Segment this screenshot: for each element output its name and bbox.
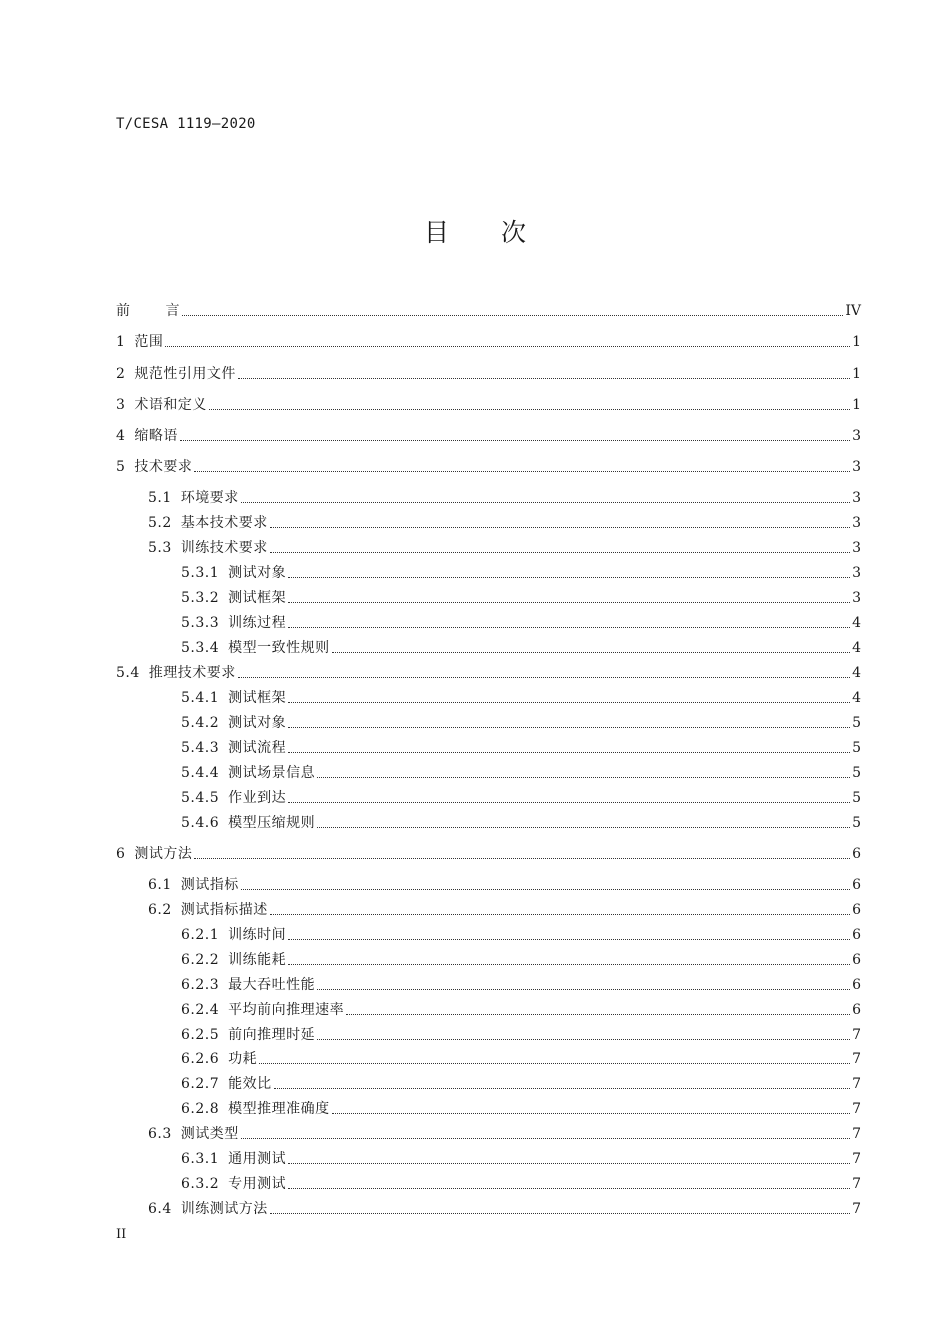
toc-entry-label [148,875,239,895]
toc-entry[interactable] [0,1149,861,1169]
toc-entry-text: 模型压缩规则 [228,815,316,831]
toc-entry-number: 6.3.2 [181,1176,220,1192]
toc-entry[interactable] [0,457,861,477]
title-char-2: 次 [501,218,527,247]
toc-entry-page: 5 [852,765,861,781]
toc-entry-number: 6.2.8 [181,1101,220,1117]
toc-entry-number: 5.4.6 [181,815,220,831]
toc-entry[interactable] [0,588,861,608]
dot-leader [288,602,850,603]
toc-entry-number: 6.1 [148,877,172,893]
toc-entry-label [116,395,207,415]
toc-entry[interactable] [0,638,861,658]
toc-entry-text: 缩略语 [134,428,178,444]
toc-entry-label [148,538,268,558]
toc-entry[interactable] [0,844,861,864]
toc-entry-text: 训练时间 [228,927,287,943]
toc-entry-number: 3 [116,397,126,413]
toc-entry-text: 平均前向推理速率 [228,1002,345,1018]
dot-leader [346,1014,850,1015]
toc-entry[interactable] [0,813,861,833]
toc-entry-number: 6.3 [148,1126,172,1142]
toc-entry-number: 5.4.5 [181,790,220,806]
dot-leader [317,989,850,990]
toc-entry-text: 测试框架 [228,590,287,606]
dot-leader [288,1188,850,1189]
toc-entry-number: 5.3.2 [181,590,220,606]
dot-leader [317,777,850,778]
toc-entry-label [148,1199,268,1219]
dot-leader [182,315,843,316]
toc-entry[interactable] [0,663,861,683]
toc-entry-number: 5.1 [148,490,172,506]
toc-entry-page: 3 [852,490,861,506]
toc-entry[interactable] [0,925,861,945]
toc-entry[interactable] [0,713,861,733]
toc-entry-number: 6.2.7 [181,1076,220,1092]
dot-leader [288,964,850,965]
toc-entry-page: 6 [852,877,861,893]
dot-leader [288,802,850,803]
toc-entry[interactable] [0,426,861,446]
toc-entry-page: 6 [852,977,861,993]
toc-entry-number: 6.2.5 [181,1027,220,1043]
toc-entry-label [181,1074,272,1094]
toc-entry[interactable] [0,1124,861,1144]
toc-entry-number: 6.2.1 [181,927,220,943]
dot-leader [180,440,850,441]
dot-leader [317,827,850,828]
dot-leader [288,939,850,940]
toc-entry-number: 5.4.4 [181,765,220,781]
toc-entry-page: 5 [852,740,861,756]
toc-entry[interactable] [0,538,861,558]
toc-entry-text: 规范性引用文件 [134,366,236,382]
toc-entry-page: 7 [852,1151,861,1167]
dot-leader [165,346,850,347]
toc-entry[interactable] [0,1000,861,1020]
toc-entry-text: 测试场景信息 [228,765,316,781]
toc-entry-text: 通用测试 [228,1151,287,1167]
toc-entry-label [181,613,286,633]
toc-entry-text: 测试对象 [228,715,287,731]
toc-entry-text: 测试流程 [228,740,287,756]
toc-entry-text: 测试方法 [134,846,193,862]
toc-entry[interactable] [0,301,861,321]
toc-entry[interactable] [0,950,861,970]
dot-leader [288,1163,850,1164]
toc-entry-label [181,1049,257,1069]
toc-entry-label [181,925,286,945]
toc-entry-label [181,713,286,733]
toc-entry-number: 4 [116,428,126,444]
toc-entry-number: 6.3.1 [181,1151,220,1167]
toc-entry-label [116,301,180,321]
toc-entry-text: 范围 [134,334,164,350]
dot-leader [274,1088,850,1089]
toc-entry-number: 5.3.4 [181,640,220,656]
toc-entry-page: 3 [852,515,861,531]
toc-entry-number: 6.4 [148,1201,172,1217]
toc-entry-text: 模型一致性规则 [228,640,330,656]
toc-entry-text: 训练过程 [228,615,287,631]
toc-entry-label [181,1099,330,1119]
toc-entry-page: 7 [852,1201,861,1217]
toc-entry[interactable] [0,332,861,352]
dot-leader [238,677,850,678]
dot-leader [332,1113,850,1114]
toc-entry-page: 7 [852,1126,861,1142]
toc-entry-page: 5 [852,815,861,831]
toc-entry-label [181,1000,344,1020]
toc-entry-text: 训练测试方法 [180,1201,268,1217]
toc-entry-page: 5 [852,715,861,731]
toc-entry-page: 7 [852,1051,861,1067]
toc-entry-number: 1 [116,334,126,350]
toc-entry[interactable] [0,975,861,995]
toc-entry-number: 5.4.2 [181,715,220,731]
toc-entry-text: 测试指标描述 [180,902,268,918]
toc-entry-text: 测试类型 [180,1126,239,1142]
toc-entry-page: 1 [852,334,861,350]
toc-entry[interactable] [0,738,861,758]
toc-entry-page: 4 [852,690,861,706]
toc-entry-label [116,364,236,384]
dot-leader [241,502,850,503]
toc-entry[interactable] [0,563,861,583]
toc-entry-page: 7 [852,1076,861,1092]
toc-entry-text: 术语和定义 [134,397,207,413]
toc-entry[interactable] [0,613,861,633]
toc-entry-number: 6 [116,846,126,862]
toc-entry-page: 7 [852,1176,861,1192]
document-code: T/CESA 1119—2020 [116,116,256,132]
toc-entry-number: 5.4.1 [181,690,220,706]
dot-leader [288,727,850,728]
toc-entry[interactable] [0,1074,861,1094]
toc-entry-number: 5.3 [148,540,172,556]
dot-leader [238,378,850,379]
toc-entry[interactable] [0,1099,861,1119]
toc-entry-page: 6 [852,1002,861,1018]
toc-entry[interactable] [0,900,861,920]
toc-entry-label [148,900,268,920]
toc-entry-page: 1 [852,366,861,382]
toc-entry-page: 5 [852,790,861,806]
toc-entry-number: 5.3.3 [181,615,220,631]
toc-entry-page: 7 [852,1027,861,1043]
toc-entry-label [116,663,236,683]
toc-entry[interactable] [0,1049,861,1069]
toc-entry-number: 5.3.1 [181,565,220,581]
toc-entry-number: 6.2 [148,902,172,918]
toc-entry-page: 6 [852,952,861,968]
toc-entry-label [148,488,239,508]
toc-entry-page: 4 [852,615,861,631]
toc-entry-label [181,588,286,608]
toc-entry-page: 4 [852,640,861,656]
dot-leader [317,1039,850,1040]
toc-entry-text: 最大吞吐性能 [228,977,316,993]
toc-entry-text: 测试框架 [228,690,287,706]
toc-entry[interactable] [0,1174,861,1194]
toc-entry[interactable] [0,1199,861,1219]
dot-leader [194,471,850,472]
toc-entry-number: 6.2.3 [181,977,220,993]
toc-entry-label [181,638,330,658]
toc-entry[interactable] [0,1025,861,1045]
toc-entry[interactable] [0,488,861,508]
toc-entry-number: 2 [116,366,126,382]
toc-entry-label [181,975,315,995]
toc-entry-label [148,513,268,533]
dot-leader [270,1213,850,1214]
toc-entry-page: 3 [852,459,861,475]
dot-leader [241,889,850,890]
toc-entry-text: 专用测试 [228,1176,287,1192]
toc-entry-number: 6.2.2 [181,952,220,968]
toc-entry-text: 训练能耗 [228,952,287,968]
toc-entry-page: 1 [852,397,861,413]
dot-leader [332,652,850,653]
dot-leader [270,914,850,915]
dot-leader [288,577,850,578]
toc-entry-label [181,1174,286,1194]
toc-entry-text: 作业到达 [228,790,287,806]
toc-entry-page: 3 [852,428,861,444]
toc-entry-label [181,1025,315,1045]
toc-entry-text: 能效比 [228,1076,272,1092]
toc-entry-number: 5.4.3 [181,740,220,756]
dot-leader [270,527,850,528]
toc-entry-page: 6 [852,846,861,862]
toc-entry-number: 6.2.6 [181,1051,220,1067]
toc-entry-text: 测试对象 [228,565,287,581]
toc-entry-page: 3 [852,565,861,581]
toc-entry-label [181,763,315,783]
toc-entry[interactable] [0,513,861,533]
toc-entry-number: 6.2.4 [181,1002,220,1018]
toc-entry-text: 模型推理准确度 [228,1101,330,1117]
toc-entry[interactable] [0,364,861,384]
toc-entry-label [181,788,286,808]
toc-entry-label [116,426,178,446]
toc-entry[interactable] [0,688,861,708]
toc-entry-page: 3 [852,590,861,606]
toc-entry[interactable] [0,395,861,415]
dot-leader [288,702,850,703]
toc-entry[interactable] [0,875,861,895]
toc-entry-text: 功耗 [228,1051,258,1067]
dot-leader [259,1063,850,1064]
page-title [0,213,950,249]
toc-entry-text: 环境要求 [180,490,239,506]
toc-entry-label [148,1124,239,1144]
toc-entry-label [116,457,192,477]
toc-entry[interactable] [0,763,861,783]
dot-leader [270,552,850,553]
dot-leader [194,858,850,859]
toc-entry-label [116,332,163,352]
toc-entry-label [181,813,315,833]
toc-entry-page: 6 [852,902,861,918]
toc-entry-text: 前向推理时延 [228,1027,316,1043]
dot-leader [288,752,850,753]
toc-entry-label [181,688,286,708]
toc-entry-text: 基本技术要求 [180,515,268,531]
title-char-1: 目 [423,218,449,247]
toc-entry-page: 4 [852,665,861,681]
toc-entry-page: 6 [852,927,861,943]
toc-entry-page: 7 [852,1101,861,1117]
toc-entry-text: 训练技术要求 [180,540,268,556]
page-number: II [116,1227,127,1242]
toc-entry-text: 测试指标 [180,877,239,893]
toc-entry-page: 3 [852,540,861,556]
toc-entry-label [181,563,286,583]
toc-entry-label [181,950,286,970]
toc-entry-text: 推理技术要求 [148,665,236,681]
toc-entry-label [181,738,286,758]
toc-entry-text: 技术要求 [134,459,193,475]
dot-leader [241,1138,850,1139]
dot-leader [288,627,850,628]
toc-entry-text: 前 言 [116,303,180,319]
toc-entry-number: 5.4 [116,665,140,681]
toc-entry[interactable] [0,788,861,808]
toc-entry-label [181,1149,286,1169]
toc-entry-number: 5 [116,459,126,475]
toc-entry-page: IV [845,303,861,319]
dot-leader [209,409,850,410]
toc-entry-label [116,844,192,864]
toc-entry-number: 5.2 [148,515,172,531]
